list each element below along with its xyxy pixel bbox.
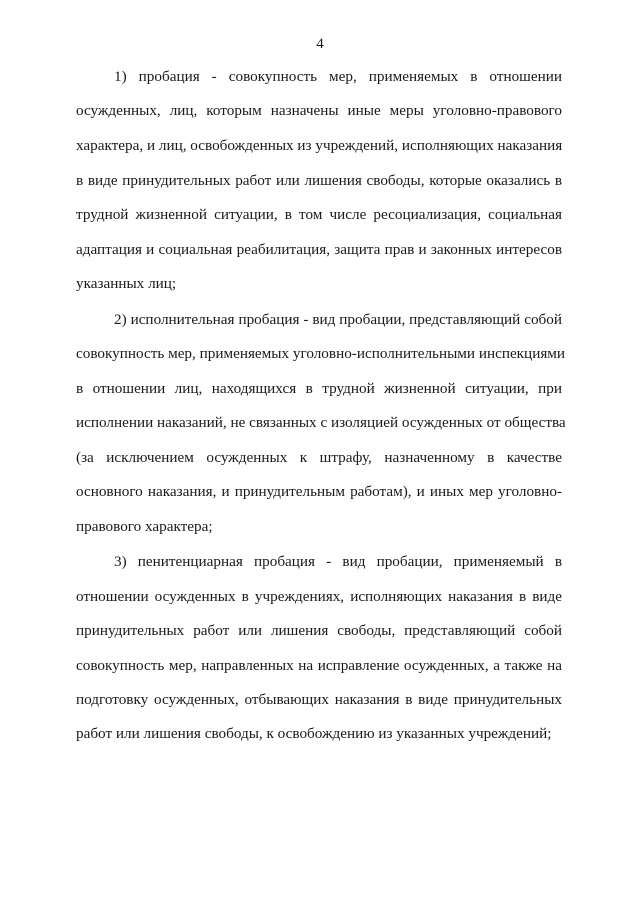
paragraph-line: отношении осужденных в учреждениях, исполняющих наказания в виде — [76, 588, 562, 605]
page-number: 4 — [316, 36, 324, 52]
paragraph-line: 1) пробация - совокупность мер, применяемых в отношении — [114, 68, 562, 85]
paragraph-line: адаптация и социальная реабилитация, защита прав и законных интересов — [76, 241, 562, 258]
paragraph-line: правового характера; — [76, 518, 213, 535]
paragraph-line: основного наказания, и принудительным работам), и иных мер уголовно- — [76, 483, 562, 500]
paragraph-line: трудной жизненной ситуации, в том числе ресоциализация, социальная — [76, 206, 562, 223]
paragraph-line: работ или лишения свободы, к освобождению из указанных учреждений; — [76, 725, 552, 742]
paragraph-line: принудительных работ или лишения свободы, представляющий собой — [76, 622, 562, 639]
paragraph-line: 2) исполнительная пробация - вид пробации, представляющий собой — [114, 311, 562, 328]
paragraph-line: 3) пенитенциарная пробация - вид пробации, применяемый в — [114, 553, 562, 570]
paragraph-line: подготовку осужденных, отбывающих наказания в виде принудительных — [76, 691, 562, 708]
paragraph-line: указанных лиц; — [76, 275, 177, 292]
paragraph-line: в виде принудительных работ или лишения свободы, которые оказались в — [76, 172, 562, 189]
paragraph-line: (за исключением осужденных к штрафу, назначенному в качестве — [76, 449, 562, 466]
paragraph-line: в отношении лиц, находящихся в трудной жизненной ситуации, при — [76, 380, 562, 397]
paragraph-line: исполнении наказаний, не связанных с изоляцией осужденных от общества — [76, 414, 566, 431]
paragraph-line: совокупность мер, применяемых уголовно-исполнительными инспекциями — [76, 345, 566, 362]
paragraph-line: совокупность мер, направленных на исправление осужденных, а также на — [76, 657, 562, 674]
paragraph-line: осужденных, лиц, которым назначены иные меры уголовно-правового — [76, 102, 562, 119]
paragraph-line: характера, и лиц, освобожденных из учреждений, исполняющих наказания — [76, 137, 563, 154]
